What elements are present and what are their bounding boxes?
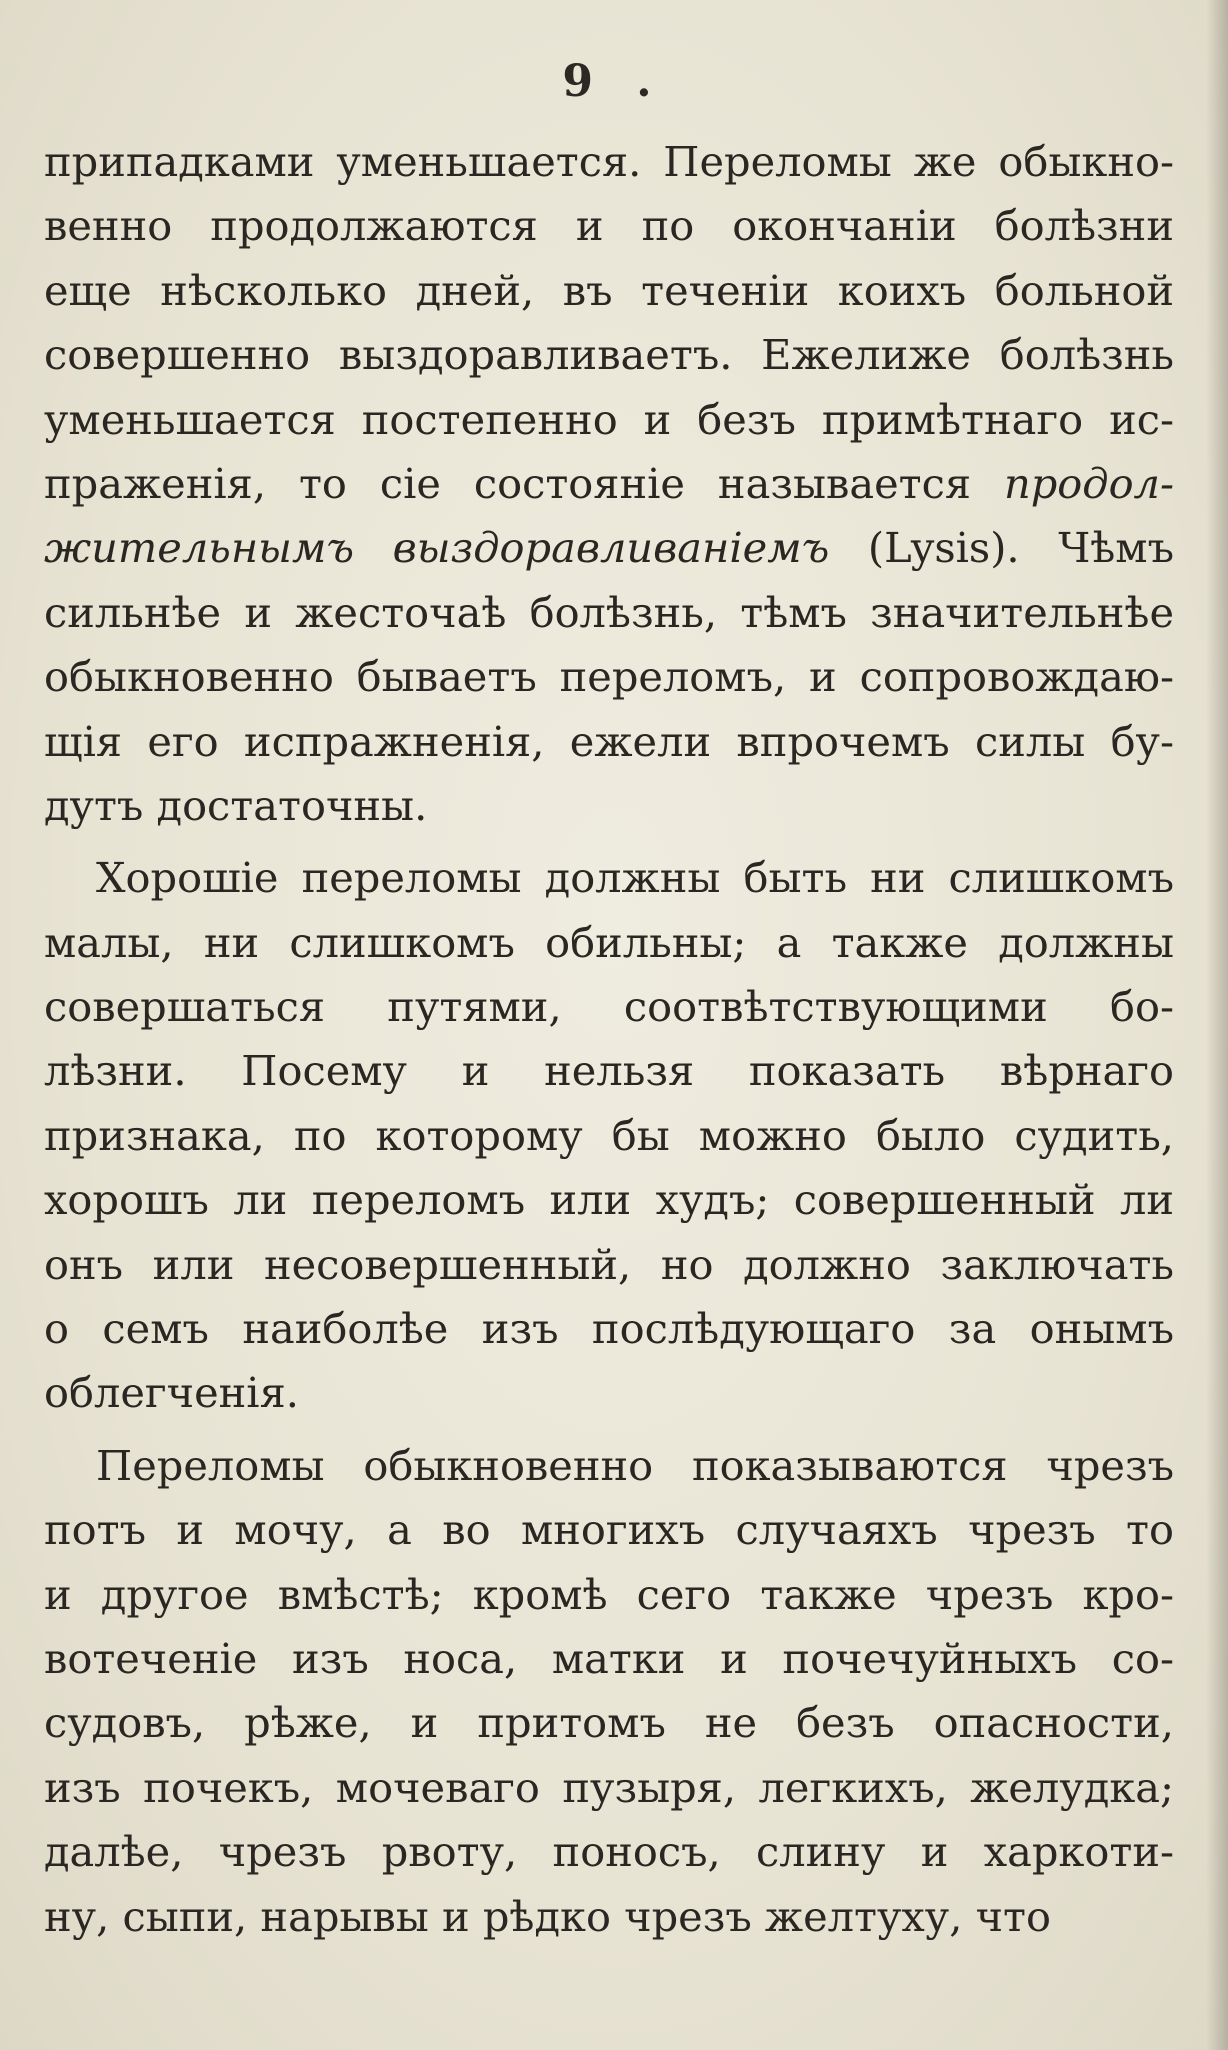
text-line: еще нѣсколько дней, въ теченіи коихъ больной — [44, 265, 1174, 315]
text-line — [44, 452, 1174, 516]
paragraph — [44, 846, 1174, 1426]
text-line: Переломы обыкновенно показываются чрезъ — [96, 1440, 1174, 1490]
text-line: припадками уменьшается. Переломы же обыкно- — [44, 137, 1174, 186]
text-line: судовъ, рѣже, и притомъ не безъ опасности, — [44, 1698, 1174, 1748]
text-line: уменьшается постепенно и безъ примѣтнаго ис- — [44, 394, 1174, 444]
page-number: 9 . — [562, 56, 666, 107]
text-segment: праженія, то сіе состояніе называется — [44, 458, 1004, 508]
text-line: малы, ни слишкомъ обильны; а также должны — [44, 917, 1174, 967]
text-line: изъ почекъ, мочеваго пузыря, легкихъ, желудка; — [44, 1762, 1174, 1812]
text-line: потъ и мочу, а во многихъ случаяхъ чрезъ то — [44, 1505, 1174, 1555]
text-line: признака, по которому бы можно было судить, — [44, 1110, 1174, 1160]
page-edge-shadow — [1206, 0, 1228, 2050]
text-line: сильнѣе и жесточаѣ болѣзнь, тѣмъ значительнѣе — [44, 587, 1174, 637]
text-line: лѣзни. Посему и нельзя показать вѣрнаго — [44, 1046, 1174, 1096]
text-line: совершаться путями, соотвѣтствующими бо- — [44, 982, 1174, 1032]
text-line — [44, 516, 1174, 580]
text-line: дутъ достаточны. — [44, 780, 428, 830]
text-line: хорошъ ли переломъ или худъ; совершенный ли — [44, 1175, 1174, 1225]
text-line: венно продолжаются и по окончаніи болѣзни — [44, 201, 1174, 251]
text-line: ну, сыпи, нарывы и рѣдко чрезъ желтуху, что — [44, 1891, 1051, 1941]
text-line: обыкновенно бываетъ переломъ, и сопровождаю- — [44, 652, 1174, 702]
text-line: и другое вмѣстѣ; кромѣ сего также чрезъ кро- — [44, 1569, 1174, 1619]
text-segment: (Lysis). Чѣмъ — [829, 523, 1174, 573]
text-line: онъ или несовершенный, но должно заключать — [44, 1239, 1174, 1289]
paragraph — [44, 130, 1174, 838]
italic-term: жительнымъ выздоравливаніемъ — [44, 523, 830, 573]
text-line: щія его испражненія, ежели впрочемъ силы бу- — [44, 716, 1174, 766]
italic-term: продол- — [1003, 458, 1174, 508]
text-line: о семъ наиболѣе изъ послѣдующаго за онымъ — [44, 1304, 1174, 1354]
body-text — [44, 130, 1174, 1957]
text-line: вотеченіе изъ носа, матки и почечуйныхъ со- — [44, 1633, 1174, 1683]
text-line: далѣе, чрезъ рвоту, поносъ, слину и харкоти- — [44, 1827, 1174, 1877]
text-line: Хорошіе переломы должны быть ни слишкомъ — [96, 853, 1174, 903]
text-line: облегченія. — [44, 1368, 299, 1418]
paragraph — [44, 1434, 1174, 1949]
text-line: совершенно выздоравливаетъ. Ежелиже болѣзнь — [44, 330, 1174, 380]
